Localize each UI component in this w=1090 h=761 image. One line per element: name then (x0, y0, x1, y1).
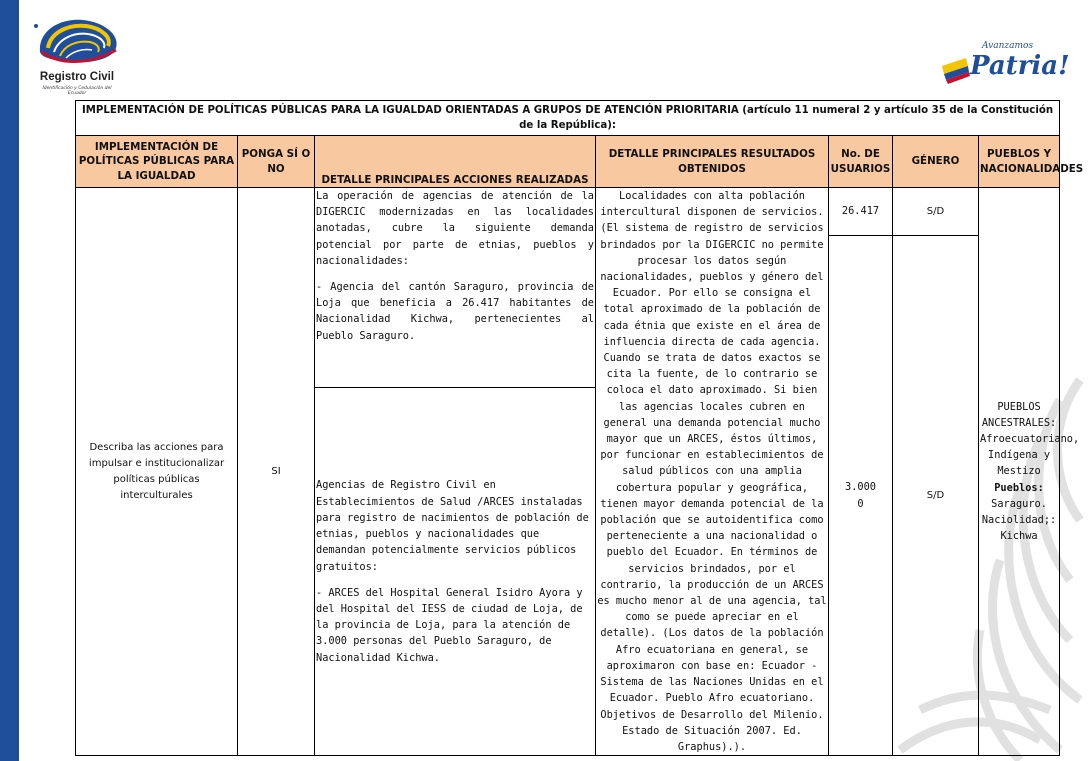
registro-civil-tagline: Identificación y Cedulación del Ecuador (42, 86, 112, 96)
patria-top-text: Avanzamos (982, 41, 1034, 51)
action2-detail-text: - ARCES del Hospital General Isidro Ayora y del Hospital del IESS de ciudad de Loja, de la provincia de Loja, para la atención de 3.000 personas del Pueblo Saraguro, de Nacionalidad Kichwa. (316, 586, 583, 664)
header-ponga-si-no: PONGA SÍ O NO (238, 136, 315, 188)
action-arces-loja (315, 388, 596, 756)
peoples-bold-label: Pueblos: (994, 481, 1044, 494)
results-text: Localidades con alta población intercultural disponen de servicios. (El sistema de registro de servicios brindados por la DIGERCIC no permite procesar los datos según nacionalidades, pueblos y género del Ecuador. Por ello se consigna el total aproximado de la población de cada étnia que existe en el área de influencia directa de cada agencia. Cuando se trata de datos exactos se cita la fuente, de lo contrario se coloca el dato aproximado. Si bien las agencias locales cubren en general una demanda potencial mucho mayor que un ARCES, éstos últimos, por funcionar en establecimientos de salud públicos con una amplia cobertura popular y geográfica, tienen mayor demanda potencial de la población que se autoidentifica como perteneciente a una nacionalidad o pueblo del Ecuador. En términos de servicios brindados, por el contrario, la producción de un ARCES es mucho menor al de una agencia, tal como se puede apreciar en el detalle). (Los datos de la población Afro ecuatoriana en general, se aproximaron con base en: Ecuador - Sistema de las Naciones Unidas en el Ecuador. Pueblo Afro ecuatoriano. Objetivos de Desarrollo del Milenio. Estado de Situación 2007. Ed. Graphus).). (596, 188, 829, 756)
registro-civil-emblem-icon (28, 12, 128, 72)
avanzamos-patria-logo (938, 36, 1070, 90)
action1-main-text: La operación de agencias de atención de la DIGERCIC modernizadas en las localidades anotadas, cubre la siguiente demanda potencial por parte de etnias, pueblos y nacionalidades: (316, 190, 594, 267)
header-implementacion: IMPLEMENTACIÓN DE POLÍTICAS PÚBLICAS PARA LA IGUALDAD (76, 136, 238, 188)
patria-word-text: Patria! (970, 51, 1070, 81)
users-count-1: 26.417 (829, 188, 893, 236)
header-pueblos: PUEBLOS Y NACIONALIDADES (979, 136, 1060, 188)
users-count-2-suffix: 0 (857, 497, 864, 510)
users-count-2-value: 3.000 (845, 481, 876, 494)
row-answer: SI (238, 188, 315, 756)
gender-2: S/D (893, 236, 979, 756)
header-usuarios: No. DE USUARIOS (829, 136, 893, 188)
registro-civil-name: Registro Civil (39, 71, 115, 83)
action1-detail-text: - Agencia del cantón Saraguro, provincia de Loja que beneficia a 26.417 habitantes de Nacionalidad Kichwa, pertenecientes al Pueblo Saraguro. (316, 281, 594, 342)
table-title: IMPLEMENTACIÓN DE POLÍTICAS PÚBLICAS PARA LA IGUALDAD ORIENTADAS A GRUPOS DE ATENCIÓN PRIORITARIA (artículo 11 numeral 2 y artículo 35 de la Constitución de la República): (76, 101, 1060, 136)
row-description: Describa las acciones para impulsar e institucionalizar políticas públicas interculturales (76, 188, 238, 756)
registro-civil-logo (28, 12, 128, 98)
peoples-nationalities (979, 188, 1080, 756)
users-count-2 (829, 236, 893, 756)
header-genero: GÉNERO (893, 136, 979, 188)
action2-main-text: Agencias de Registro Civil en Establecimientos de Salud /ARCES instaladas para registro de nacimientos de población de etnias, pueblos y nacionalidades que demandan potencialmente servicios públicos gratuitos: (316, 479, 589, 573)
header-resultados: DETALLE PRINCIPALES RESULTADOS OBTENIDOS (596, 136, 829, 188)
peoples-prefix: PUEBLOS ANCESTRALES: Afroecuatoriano, Indígena y Mestizo (980, 400, 1080, 478)
policy-table (75, 100, 1084, 756)
peoples-suffix: Saraguro. Naciolidad;: Kichwa (981, 497, 1057, 543)
action-agency-saraguro (315, 188, 596, 388)
left-accent-bar (0, 0, 19, 761)
gender-1: S/D (893, 188, 979, 236)
patria-logo-icon (938, 36, 1070, 90)
header-acciones: DETALLE PRINCIPALES ACCIONES REALIZADAS (315, 136, 596, 188)
